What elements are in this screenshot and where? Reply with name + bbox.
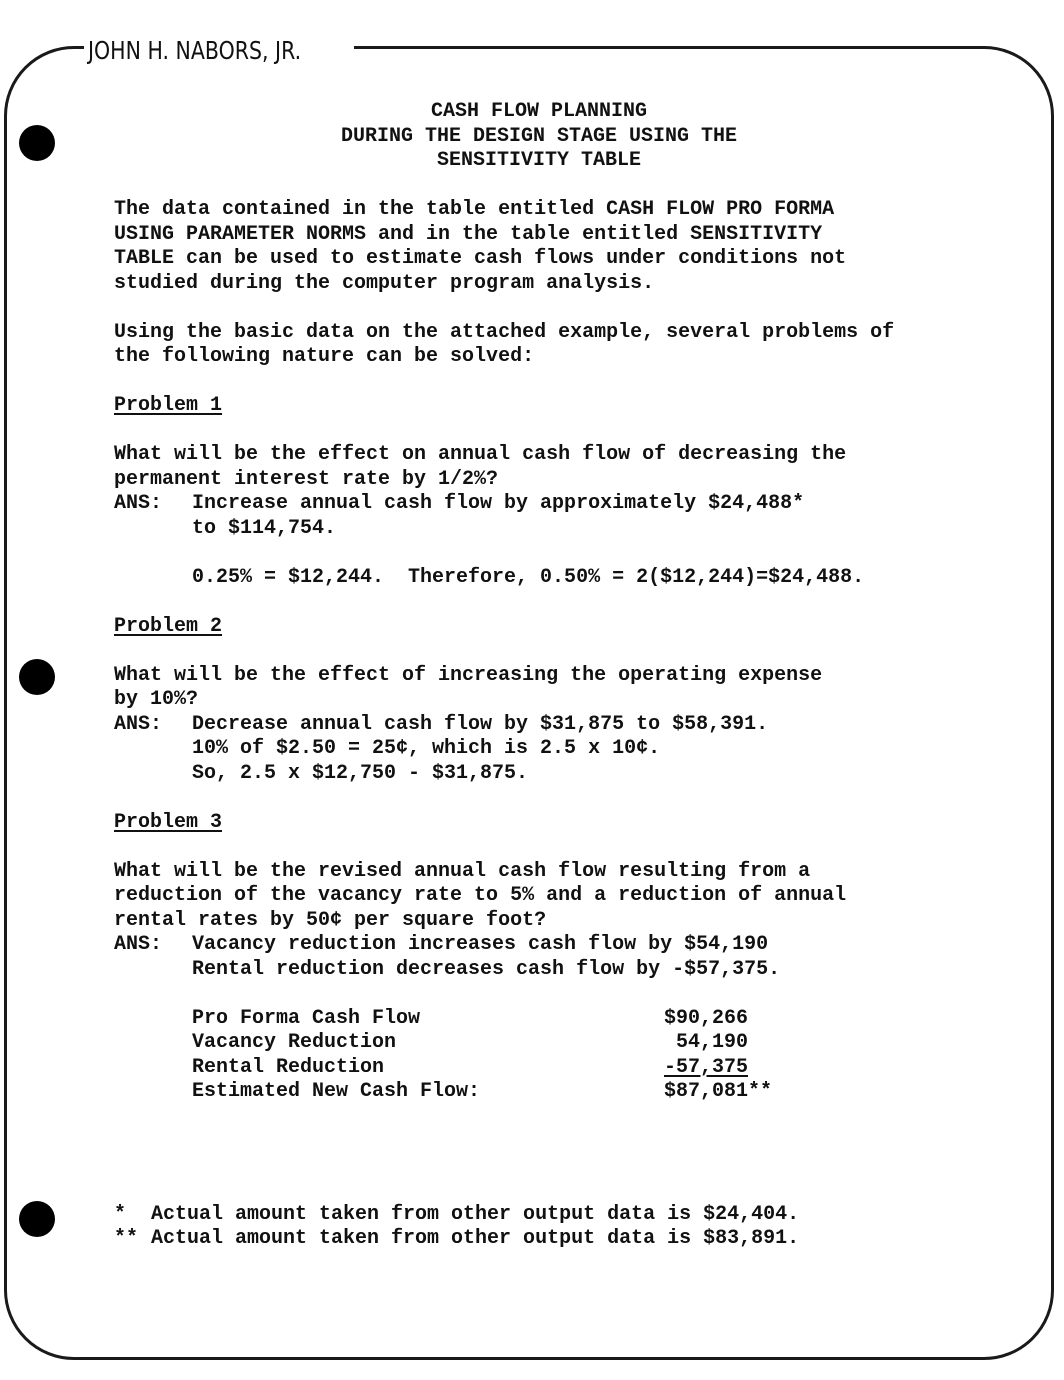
footnote-text: Actual amount taken from other output data is $83,891. — [151, 1227, 800, 1250]
summary-total: $87,081** — [664, 1080, 773, 1103]
footnote-mark: ** — [114, 1227, 139, 1250]
question-line: rental rates by 50¢ per square foot? — [114, 908, 547, 932]
problem-1 — [114, 394, 1014, 590]
answer-line: 10% of $2.50 = 25¢, which is 2.5 x 10¢. — [192, 737, 661, 760]
question-line: What will be the effect on annual cash flow of decreasing the — [114, 443, 847, 466]
footnote-text: Actual amount taken from other output data is $24,404. — [151, 1202, 800, 1226]
punch-hole — [19, 1201, 55, 1237]
punch-hole — [19, 125, 55, 161]
question-line: reduction of the vacancy rate to 5% and a reduction of annual — [114, 884, 847, 907]
intro-paragraph: The data contained in the table entitled CASH FLOW PRO FORMA USING PARAMETER NORMS and in the table entitled SENSITIVITY TABLE can be used to estimate cash flows under conditions not studied during the computer program analysis. — [114, 198, 847, 295]
cash-flow-summary — [192, 1007, 1014, 1105]
summary-amount: 54,190 — [664, 1031, 749, 1054]
answer-line: Vacancy reduction increases cash flow by $54,190 — [192, 933, 769, 956]
summary-label: Estimated New Cash Flow: — [192, 1080, 481, 1103]
answer-label: ANS: — [114, 712, 163, 736]
answer-label: ANS: — [114, 492, 163, 515]
summary-label: Pro Forma Cash Flow — [192, 1006, 421, 1030]
title-line: SENSITIVITY TABLE — [436, 149, 642, 172]
header — [84, 36, 354, 66]
question-line: permanent interest rate by 1/2%? — [114, 467, 499, 491]
answer-line: Increase annual cash flow by approximately $24,488* — [192, 492, 805, 515]
question-line: What will be the revised annual cash flow resulting from a — [114, 859, 811, 883]
summary-amount: -57,375 — [664, 1055, 749, 1079]
calculation: 0.25% = $12,244. Therefore, 0.50% = 2($12,244)=$24,488. — [192, 565, 865, 589]
footnotes — [114, 1203, 1014, 1252]
document-title — [114, 100, 964, 174]
author-name: JOHN H. NABORS, JR. — [88, 36, 302, 65]
summary-label: Vacancy Reduction — [192, 1031, 397, 1054]
summary-amount: $90,266 — [664, 1006, 749, 1030]
problem-2 — [114, 615, 1014, 787]
title-line: DURING THE DESIGN STAGE USING THE — [340, 124, 738, 148]
punch-hole — [19, 659, 55, 695]
answer-line: to $114,754. — [192, 516, 337, 540]
summary-label: Rental Reduction — [192, 1055, 385, 1079]
question-line: What will be the effect of increasing the operating expense — [114, 663, 823, 687]
problem-heading: Problem 3 — [114, 810, 223, 834]
answer-line: Rental reduction decreases cash flow by -$57,375. — [192, 957, 781, 981]
problem-heading: Problem 1 — [114, 394, 223, 417]
answer-line: Decrease annual cash flow by $31,875 to $58,391. — [192, 712, 769, 736]
problem-heading: Problem 2 — [114, 614, 223, 638]
footnote-mark: * — [114, 1202, 127, 1226]
title-line: CASH FLOW PLANNING — [430, 100, 648, 123]
answer-line: So, 2.5 x $12,750 - $31,875. — [192, 761, 529, 785]
intro-paragraph: Using the basic data on the attached example, several problems of the following nature can be solved: — [114, 320, 895, 368]
problem-3 — [114, 811, 1014, 1105]
question-line: by 10%? — [114, 688, 199, 711]
document-body — [114, 100, 1014, 1252]
answer-label: ANS: — [114, 933, 163, 956]
